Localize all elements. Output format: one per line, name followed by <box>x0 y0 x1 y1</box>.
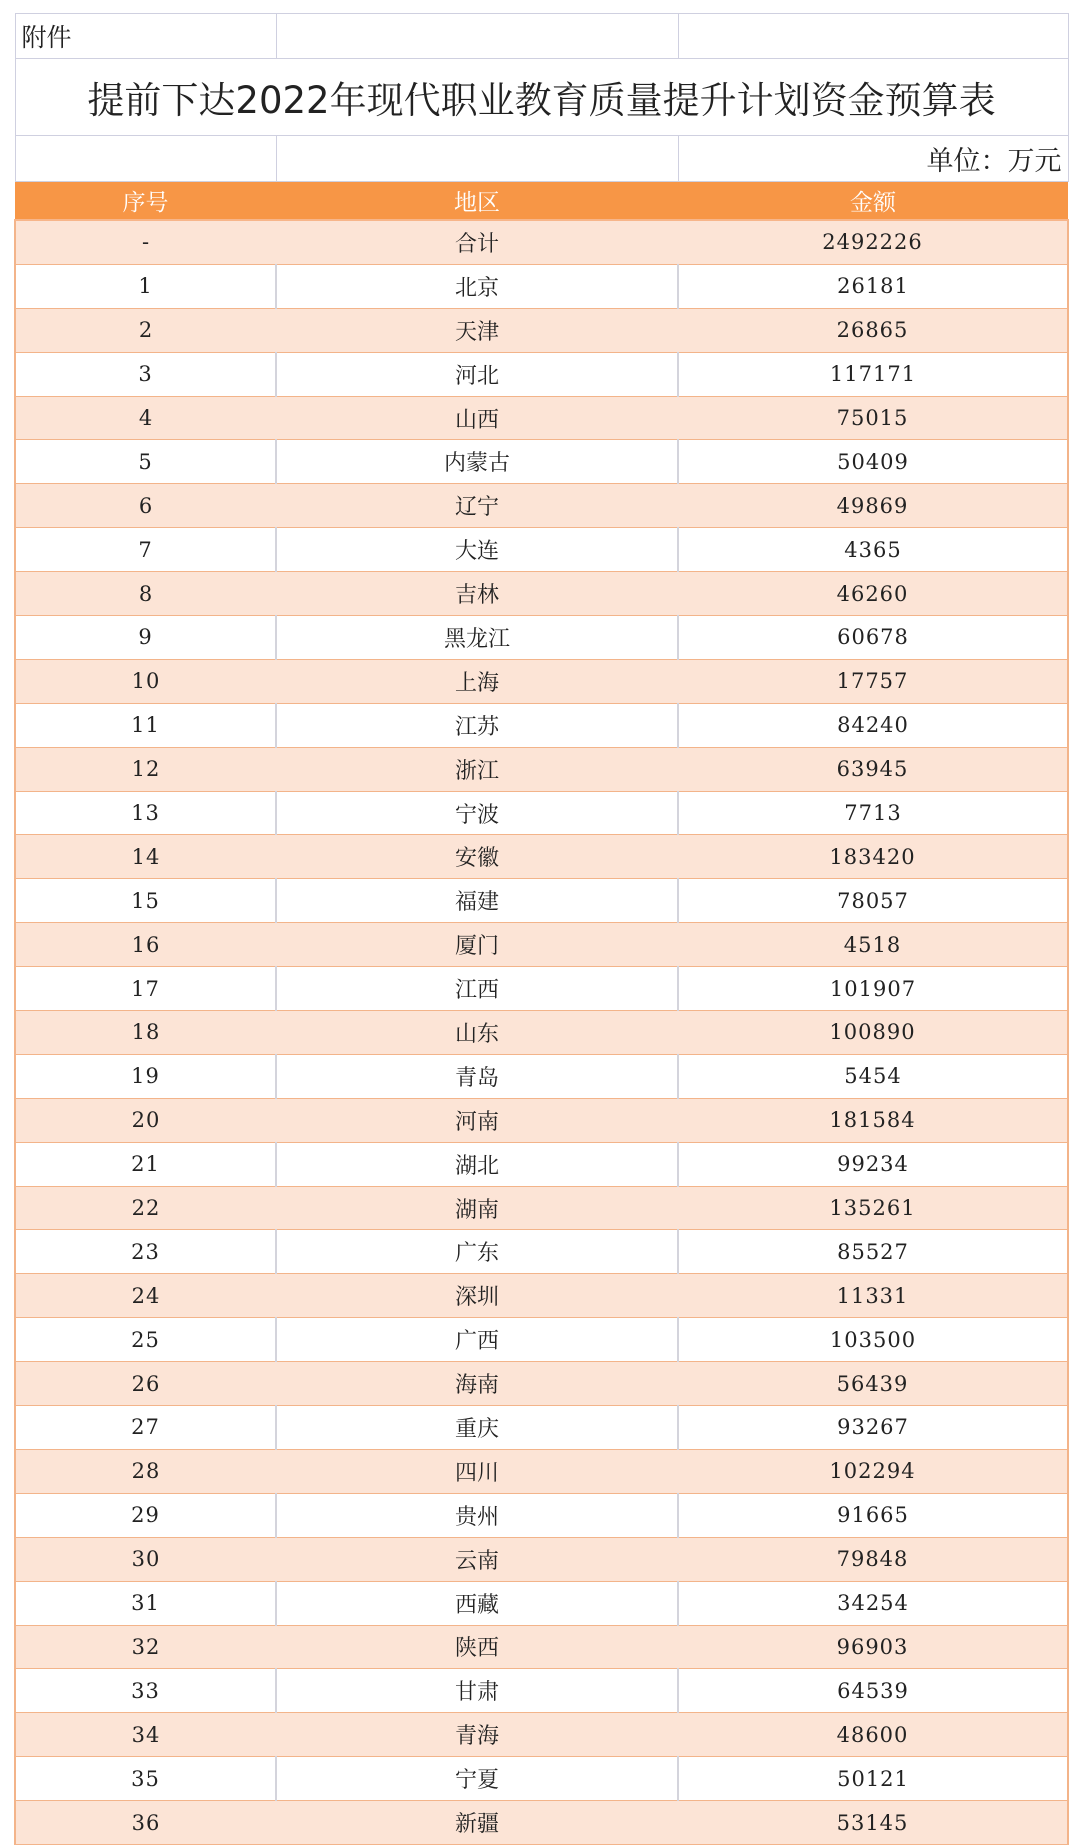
table-row <box>15 1362 1068 1406</box>
index-cell[interactable]: 17 <box>15 967 276 1011</box>
table-row <box>15 1011 1068 1055</box>
region-cell[interactable]: 上海 <box>276 659 678 703</box>
table-row <box>15 1406 1068 1450</box>
region-cell[interactable]: 四川 <box>276 1449 678 1493</box>
amount-cell[interactable]: 26181 <box>678 264 1068 308</box>
region-cell[interactable]: 河北 <box>276 352 678 396</box>
index-cell[interactable]: - <box>15 220 276 264</box>
index-cell[interactable]: 27 <box>15 1406 276 1450</box>
index-cell[interactable]: 29 <box>15 1493 276 1537</box>
amount-cell[interactable]: 91665 <box>678 1493 1068 1537</box>
table-row <box>15 308 1068 352</box>
table-row <box>15 264 1068 308</box>
amount-cell[interactable]: 46260 <box>678 572 1068 616</box>
amount-cell[interactable]: 101907 <box>678 967 1068 1011</box>
table-row <box>15 879 1068 923</box>
table-row <box>15 1449 1068 1493</box>
header-row <box>15 182 1068 221</box>
table-row <box>15 747 1068 791</box>
table-row <box>15 923 1068 967</box>
table-row <box>15 703 1068 747</box>
index-cell[interactable]: 6 <box>15 484 276 528</box>
amount-cell[interactable]: 26865 <box>678 308 1068 352</box>
header-index[interactable]: 序号 <box>15 182 276 221</box>
amount-cell[interactable]: 79848 <box>678 1537 1068 1581</box>
amount-cell[interactable]: 4365 <box>678 528 1068 572</box>
region-cell[interactable]: 福建 <box>276 879 678 923</box>
attachment-row <box>15 14 1068 59</box>
index-cell[interactable]: 15 <box>15 879 276 923</box>
region-cell[interactable]: 宁夏 <box>276 1757 678 1801</box>
table-row <box>15 1054 1068 1098</box>
unit-label[interactable]: 单位：万元 <box>678 136 1068 182</box>
region-cell[interactable]: 厦门 <box>276 923 678 967</box>
index-cell[interactable]: 36 <box>15 1801 276 1845</box>
table-row <box>15 1581 1068 1625</box>
attachment-label[interactable]: 附件 <box>15 14 276 59</box>
table-row <box>15 967 1068 1011</box>
region-cell[interactable]: 广东 <box>276 1230 678 1274</box>
region-cell[interactable]: 江苏 <box>276 703 678 747</box>
unit-row <box>15 136 1068 182</box>
region-cell[interactable]: 合计 <box>276 220 678 264</box>
index-cell[interactable]: 33 <box>15 1669 276 1713</box>
region-cell[interactable]: 辽宁 <box>276 484 678 528</box>
amount-cell[interactable]: 49869 <box>678 484 1068 528</box>
header-amount[interactable]: 金额 <box>678 182 1068 221</box>
amount-cell[interactable]: 53145 <box>678 1801 1068 1845</box>
region-cell[interactable]: 江西 <box>276 967 678 1011</box>
region-cell[interactable]: 黑龙江 <box>276 616 678 660</box>
index-cell[interactable]: 5 <box>15 440 276 484</box>
region-cell[interactable]: 河南 <box>276 1098 678 1142</box>
total-row <box>15 220 1068 264</box>
index-cell[interactable]: 11 <box>15 703 276 747</box>
amount-cell[interactable]: 56439 <box>678 1362 1068 1406</box>
amount-cell[interactable]: 183420 <box>678 835 1068 879</box>
region-cell[interactable]: 海南 <box>276 1362 678 1406</box>
index-cell[interactable]: 24 <box>15 1274 276 1318</box>
index-cell[interactable]: 10 <box>15 659 276 703</box>
region-cell[interactable]: 甘肃 <box>276 1669 678 1713</box>
region-cell[interactable]: 天津 <box>276 308 678 352</box>
region-cell[interactable]: 云南 <box>276 1537 678 1581</box>
amount-cell[interactable]: 181584 <box>678 1098 1068 1142</box>
index-cell[interactable]: 12 <box>15 747 276 791</box>
table-row <box>15 572 1068 616</box>
index-cell[interactable]: 14 <box>15 835 276 879</box>
table-row <box>15 484 1068 528</box>
table-row <box>15 659 1068 703</box>
amount-cell[interactable]: 135261 <box>678 1186 1068 1230</box>
amount-cell[interactable]: 93267 <box>678 1406 1068 1450</box>
region-cell[interactable]: 湖南 <box>276 1186 678 1230</box>
region-cell[interactable]: 山东 <box>276 1011 678 1055</box>
region-cell[interactable]: 西藏 <box>276 1581 678 1625</box>
amount-cell[interactable]: 96903 <box>678 1625 1068 1669</box>
empty-cell[interactable] <box>276 14 678 59</box>
index-cell[interactable]: 35 <box>15 1757 276 1801</box>
region-cell[interactable]: 重庆 <box>276 1406 678 1450</box>
amount-cell[interactable]: 84240 <box>678 703 1068 747</box>
table-row <box>15 1537 1068 1581</box>
region-cell[interactable]: 青海 <box>276 1713 678 1757</box>
header-region[interactable]: 地区 <box>276 182 678 221</box>
empty-cell[interactable] <box>15 136 276 182</box>
region-cell[interactable]: 安徽 <box>276 835 678 879</box>
region-cell[interactable]: 新疆 <box>276 1801 678 1845</box>
region-cell[interactable]: 吉林 <box>276 572 678 616</box>
amount-cell[interactable]: 48600 <box>678 1713 1068 1757</box>
amount-cell[interactable]: 99234 <box>678 1142 1068 1186</box>
index-cell[interactable]: 25 <box>15 1318 276 1362</box>
amount-cell[interactable]: 2492226 <box>678 220 1068 264</box>
index-cell[interactable]: 22 <box>15 1186 276 1230</box>
table-row <box>15 1625 1068 1669</box>
table-row <box>15 440 1068 484</box>
table-title[interactable]: 提前下达2022年现代职业教育质量提升计划资金预算表 <box>15 59 1068 136</box>
amount-cell[interactable]: 75015 <box>678 396 1068 440</box>
amount-cell[interactable]: 100890 <box>678 1011 1068 1055</box>
table-row <box>15 1801 1068 1845</box>
index-cell[interactable]: 31 <box>15 1581 276 1625</box>
table-row <box>15 1274 1068 1318</box>
budget-sheet <box>14 13 1067 1845</box>
region-cell[interactable]: 湖北 <box>276 1142 678 1186</box>
region-cell[interactable]: 青岛 <box>276 1054 678 1098</box>
index-cell[interactable]: 16 <box>15 923 276 967</box>
amount-cell[interactable]: 5454 <box>678 1054 1068 1098</box>
table-row <box>15 1493 1068 1537</box>
index-cell[interactable]: 18 <box>15 1011 276 1055</box>
table-row <box>15 528 1068 572</box>
region-cell[interactable]: 山西 <box>276 396 678 440</box>
amount-cell[interactable]: 11331 <box>678 1274 1068 1318</box>
region-cell[interactable]: 大连 <box>276 528 678 572</box>
index-cell[interactable]: 32 <box>15 1625 276 1669</box>
empty-cell[interactable] <box>276 136 678 182</box>
region-cell[interactable]: 浙江 <box>276 747 678 791</box>
table-row <box>15 616 1068 660</box>
index-cell[interactable]: 20 <box>15 1098 276 1142</box>
amount-cell[interactable]: 17757 <box>678 659 1068 703</box>
index-cell[interactable]: 7 <box>15 528 276 572</box>
amount-cell[interactable]: 50409 <box>678 440 1068 484</box>
amount-cell[interactable]: 103500 <box>678 1318 1068 1362</box>
table-row <box>15 1669 1068 1713</box>
table-row <box>15 1230 1068 1274</box>
amount-cell[interactable]: 64539 <box>678 1669 1068 1713</box>
table-row <box>15 1318 1068 1362</box>
index-cell[interactable]: 3 <box>15 352 276 396</box>
amount-cell[interactable]: 78057 <box>678 879 1068 923</box>
table-row <box>15 396 1068 440</box>
index-cell[interactable]: 30 <box>15 1537 276 1581</box>
title-row <box>15 59 1068 136</box>
empty-cell[interactable] <box>678 14 1068 59</box>
index-cell[interactable]: 13 <box>15 791 276 835</box>
amount-cell[interactable]: 102294 <box>678 1449 1068 1493</box>
region-cell[interactable]: 内蒙古 <box>276 440 678 484</box>
index-cell[interactable]: 26 <box>15 1362 276 1406</box>
budget-table <box>14 13 1069 1845</box>
index-cell[interactable]: 21 <box>15 1142 276 1186</box>
amount-cell[interactable]: 7713 <box>678 791 1068 835</box>
region-cell[interactable]: 北京 <box>276 264 678 308</box>
table-row <box>15 1757 1068 1801</box>
region-cell[interactable]: 广西 <box>276 1318 678 1362</box>
region-cell[interactable]: 陕西 <box>276 1625 678 1669</box>
index-cell[interactable]: 4 <box>15 396 276 440</box>
amount-cell[interactable]: 50121 <box>678 1757 1068 1801</box>
index-cell[interactable]: 9 <box>15 616 276 660</box>
index-cell[interactable]: 28 <box>15 1449 276 1493</box>
index-cell[interactable]: 8 <box>15 572 276 616</box>
amount-cell[interactable]: 117171 <box>678 352 1068 396</box>
index-cell[interactable]: 34 <box>15 1713 276 1757</box>
index-cell[interactable]: 23 <box>15 1230 276 1274</box>
amount-cell[interactable]: 34254 <box>678 1581 1068 1625</box>
table-row <box>15 835 1068 879</box>
index-cell[interactable]: 2 <box>15 308 276 352</box>
table-row <box>15 1142 1068 1186</box>
amount-cell[interactable]: 60678 <box>678 616 1068 660</box>
table-row <box>15 791 1068 835</box>
index-cell[interactable]: 1 <box>15 264 276 308</box>
amount-cell[interactable]: 85527 <box>678 1230 1068 1274</box>
table-row <box>15 1098 1068 1142</box>
region-cell[interactable]: 宁波 <box>276 791 678 835</box>
table-row <box>15 1713 1068 1757</box>
region-cell[interactable]: 深圳 <box>276 1274 678 1318</box>
table-row <box>15 1186 1068 1230</box>
index-cell[interactable]: 19 <box>15 1054 276 1098</box>
amount-cell[interactable]: 63945 <box>678 747 1068 791</box>
table-row <box>15 352 1068 396</box>
region-cell[interactable]: 贵州 <box>276 1493 678 1537</box>
amount-cell[interactable]: 4518 <box>678 923 1068 967</box>
